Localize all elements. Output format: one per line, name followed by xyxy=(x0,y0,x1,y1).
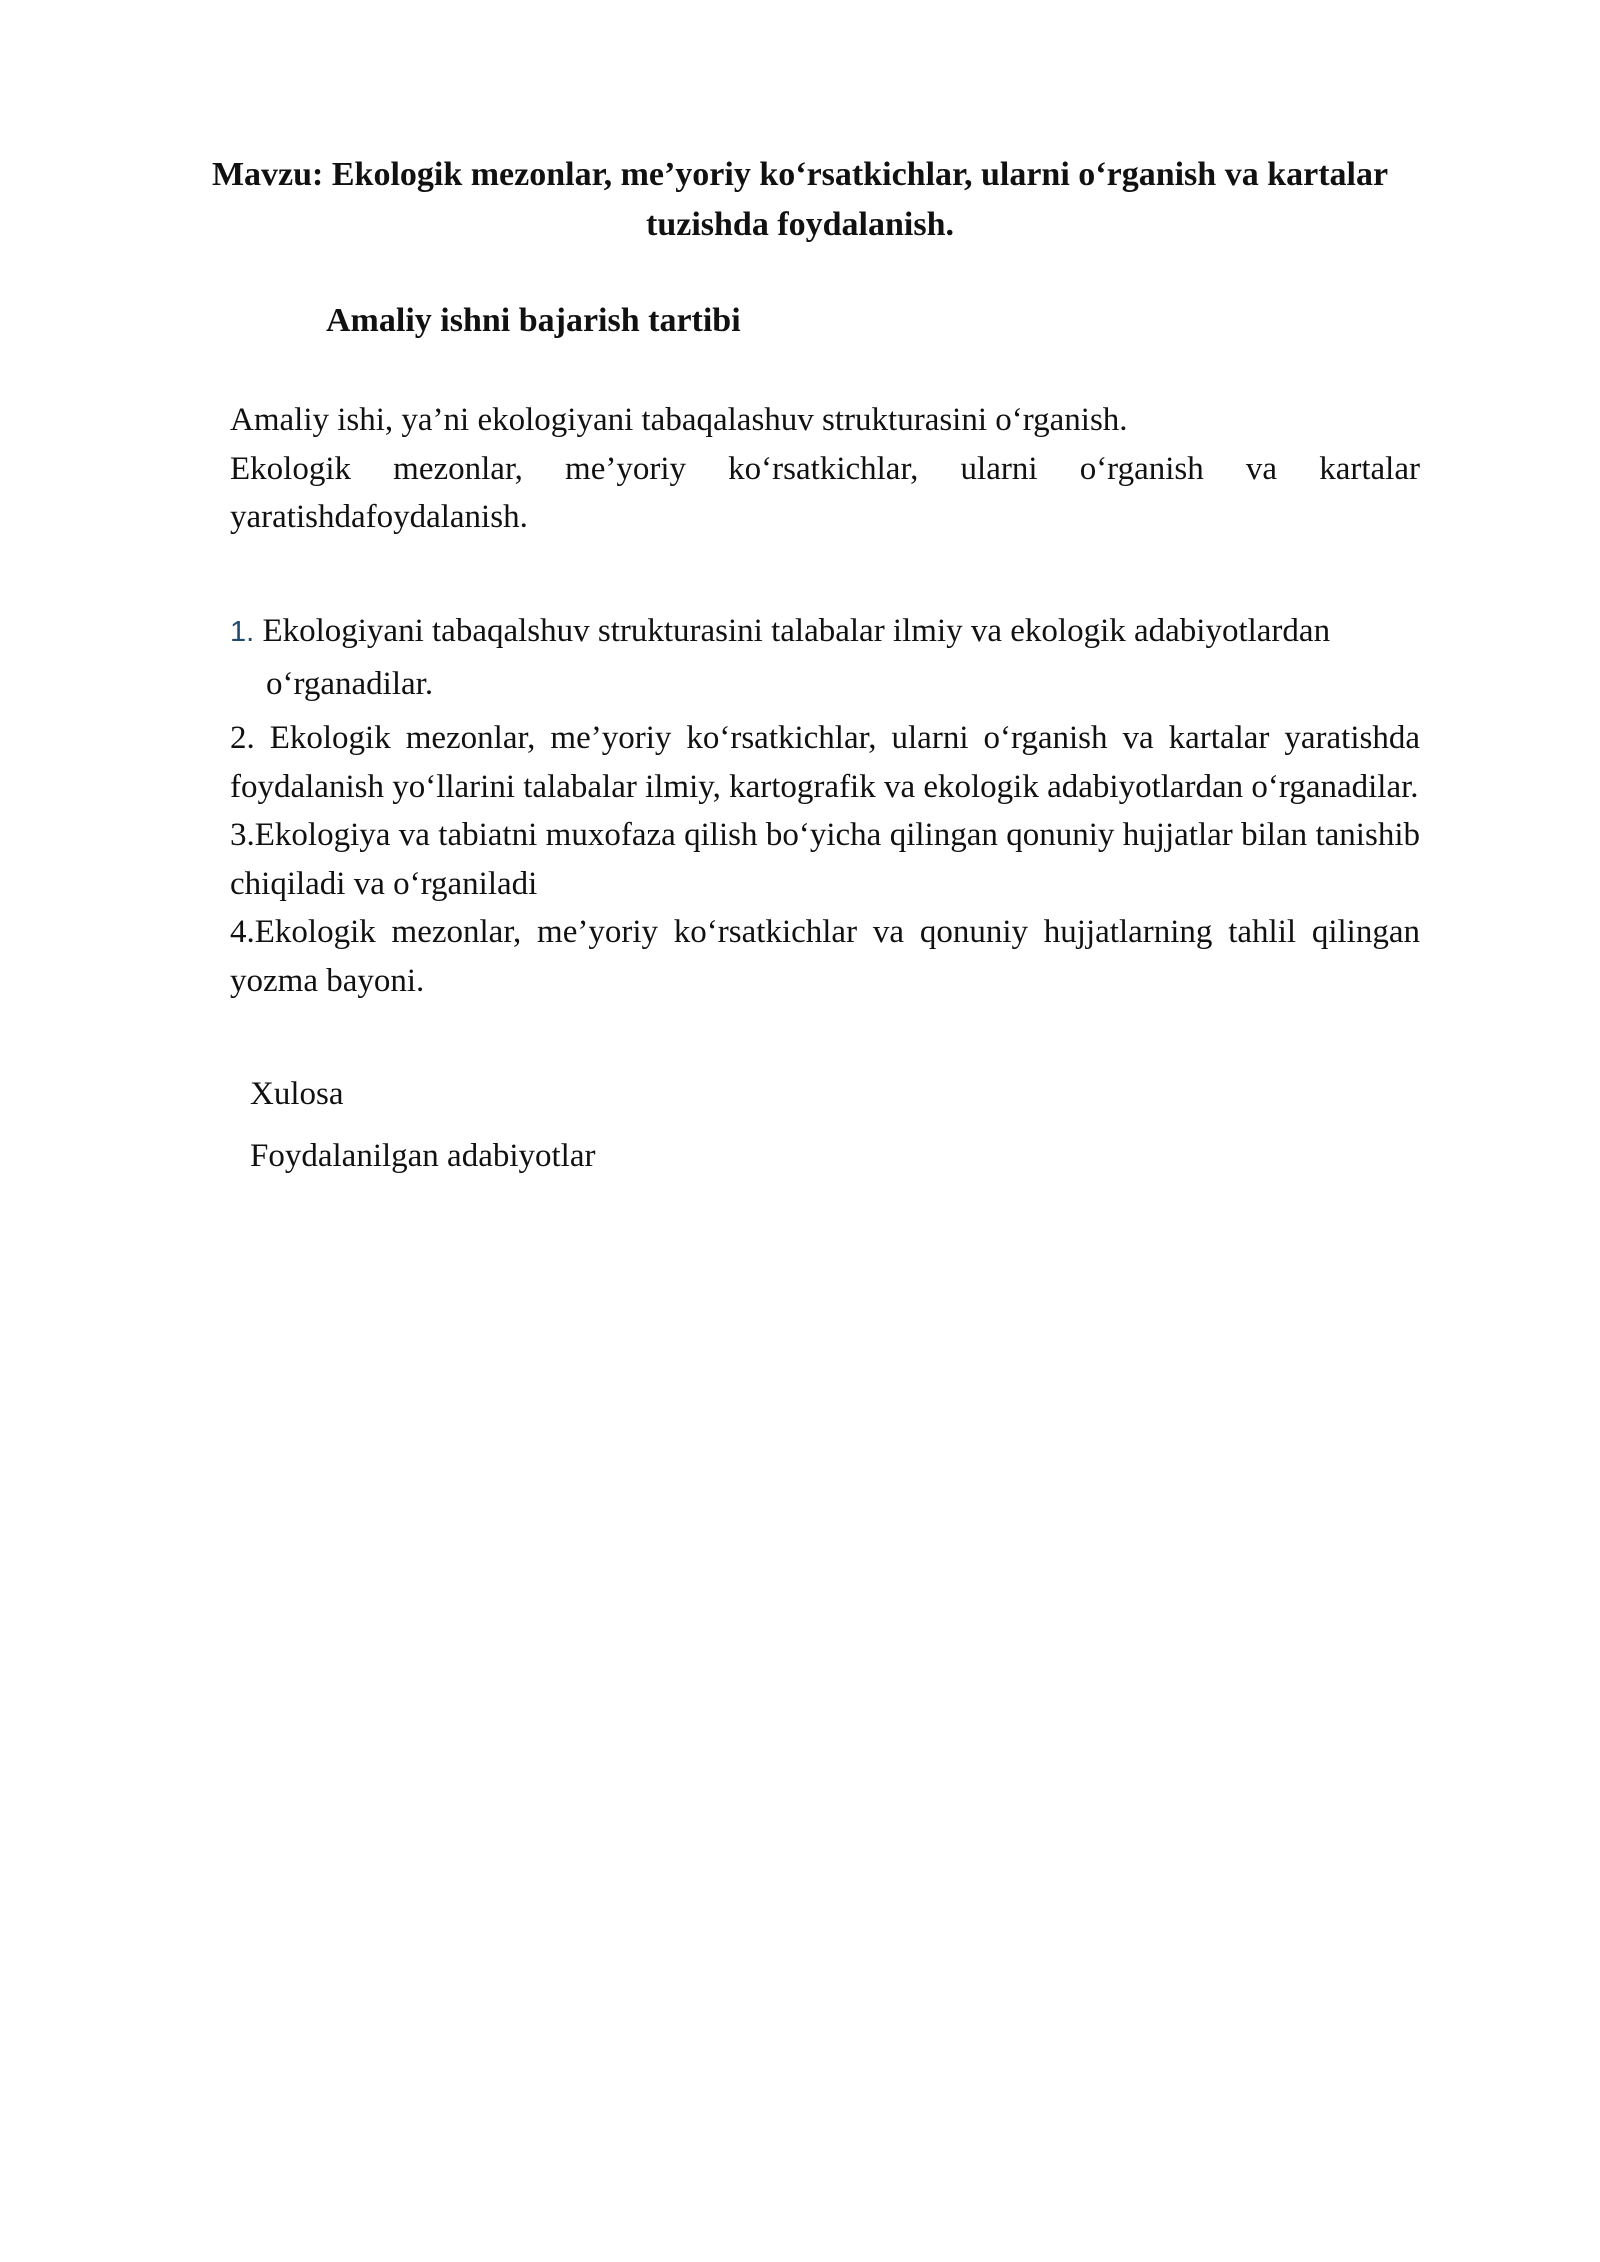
document-title-line-2: tuzishda foydalanish. xyxy=(646,206,954,243)
conclusion-heading: Xulosa xyxy=(250,1076,344,1112)
references-heading: Foydalanilgan adabiyotlar xyxy=(250,1138,596,1174)
intro-line-1: Amaliy ishi, ya’ni ekologiyani tabaqalashuv strukturasini o‘rganish. xyxy=(230,402,1128,438)
list-item-4: 4.Ekologik mezonlar, me’yoriy ko‘rsatkichlar va qonuniy hujjatlarning tahlil qilingan yozma bayoni. xyxy=(230,914,1420,999)
list-item-1-text-line-2: o‘rganadilar. xyxy=(266,666,434,702)
intro-paragraph xyxy=(230,396,1420,542)
list-item-1-number: 1. xyxy=(230,616,255,648)
list-item-1 xyxy=(230,607,1500,708)
list-item-3: 3.Ekologiya va tabiatni muxofaza qilish bo‘yicha qilingan qonuniy hujjatlar bilan tanishib chiqiladi va o‘rganiladi xyxy=(230,817,1420,902)
list-item-2: 2. Ekologik mezonlar, me’yoriy ko‘rsatkichlar, ularni o‘rganish va kartalar yaratishda foydalanish yo‘llarini talabalar ilmiy, kartografik va ekologik adabiyotlardan o‘rganadilar. xyxy=(230,720,1420,805)
section-heading: Amaliy ishni bajarish tartibi xyxy=(326,302,741,339)
intro-line-2: Ekologik mezonlar, me’yoriy ko‘rsatkichlar, ularni o‘rganish va kartalar yaratishdafoydalanish. xyxy=(230,450,1420,535)
document-title xyxy=(150,150,1450,250)
document-title-line-1: Mavzu: Ekologik mezonlar, me’yoriy ko‘rsatkichlar, ularni o‘rganish va kartalar xyxy=(211,156,1389,193)
list-item-1-text-line-1: Ekologiyani tabaqalshuv strukturasini talabalar ilmiy va ekologik adabiyotlardan xyxy=(262,613,1331,649)
list-items xyxy=(230,714,1420,1005)
